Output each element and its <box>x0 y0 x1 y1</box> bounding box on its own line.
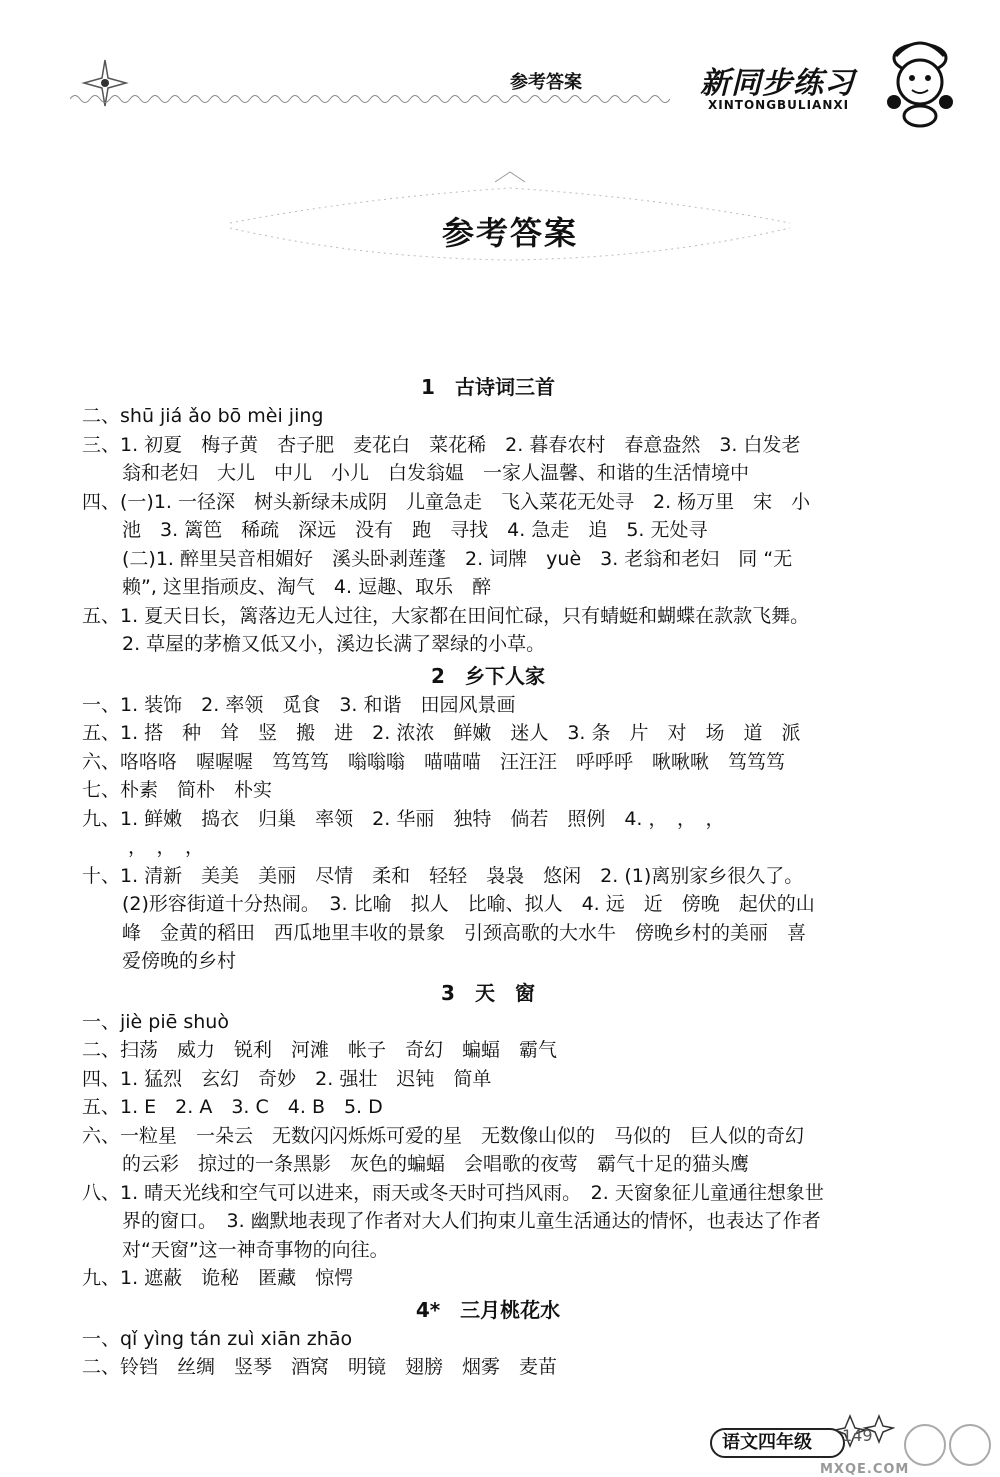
section-title: 2 乡下人家 <box>431 663 545 688</box>
answer-line: 的云彩 掠过的一条黑影 灰色的蝙蝠 会唱歌的夜莺 霸气十足的猫头鹰 <box>122 1153 750 1175</box>
answer-line: 三、1. 初夏 梅子黄 杏子肥 麦花白 菜花稀 2. 暮春农村 春意盎然 3. 白发老 <box>82 433 801 456</box>
answer-content <box>82 370 894 1382</box>
answer-line: 一、1. 装饰 2. 率领 觅食 3. 和谐 田园风景画 <box>82 693 516 716</box>
answer-line: 界的窗口。 3. 幽默地表现了作者对大人们拘束儿童生活通达的情怀，也表达了作者 <box>122 1210 821 1232</box>
answer-line: 七、朴素 简朴 朴实 <box>82 779 273 801</box>
header-wave-divider <box>70 92 670 106</box>
brand-logo-subtext: XINTONGBULIANXI <box>708 98 850 112</box>
answer-line: 一、qǐ yìng tán zuì xiān zhāo <box>82 1327 353 1350</box>
answer-line: 对“天窗”这一神奇事物的向往。 <box>122 1238 389 1261</box>
answer-line: 四、1. 猛烈 玄幻 奇妙 2. 强壮 迟钝 简单 <box>82 1067 492 1090</box>
answer-line: 五、1. 搭 种 耸 竖 搬 进 2. 浓浓 鲜嫩 迷人 3. 条 片 对 场 道 派 <box>82 722 801 744</box>
answer-line: 爱傍晚的乡村 <box>122 950 237 972</box>
header-section-title: 参考答案 <box>510 72 582 93</box>
brand-logo-text: 新同步练习 <box>700 66 855 101</box>
answer-line: 2. 草屋的茅檐又低又小，溪边长满了翠绿的小草。 <box>122 633 546 655</box>
page-number: 149 <box>842 1426 873 1445</box>
watermark-text: MXQE.COM <box>820 1462 910 1477</box>
answer-line: 峰 金黄的稻田 西瓜地里丰收的景象 引颈高歌的大水牛 傍晚乡村的美丽 喜 <box>122 921 807 944</box>
answer-line: 四、(一)1. 一径深 树头新绿未成阴 儿童急走 飞入菜花无处寻 2. 杨万里 宋 小 <box>82 490 811 513</box>
answer-line: 六、咯咯咯 喔喔喔 笃笃笃 嗡嗡嗡 喵喵喵 汪汪汪 呼呼呼 啾啾啾 笃笃笃 <box>82 750 786 773</box>
section-title: 3 天 窗 <box>441 980 535 1005</box>
main-title-block <box>210 168 810 268</box>
answer-line: 赖”, 这里指顽皮、淘气 4. 逗趣、取乐 醉 <box>122 576 492 598</box>
answer-line: 十、1. 清新 美美 美丽 尽情 柔和 轻轻 袅袅 悠闲 2. (1)离别家乡很久了。 <box>82 864 804 887</box>
page-footer <box>700 1420 1000 1477</box>
answer-line: 翁和老妇 大儿 中儿 小儿 白发翁媪 一家人温馨、和谐的生活情境中 <box>122 462 750 484</box>
section-title: 4* 三月桃花水 <box>415 1297 561 1322</box>
answer-line: (2)形容街道十分热闹。 3. 比喻 拟人 比喻、拟人 4. 远 近 傍晚 起伏的山 <box>122 893 815 915</box>
page-header <box>0 0 1000 140</box>
answer-line: 五、1. 夏天日长，篱落边无人过往，大家都在田间忙碌，只有蜻蜓和蝴蝶在款款飞舞。 <box>82 604 810 627</box>
answer-line: 五、1. E 2. A 3. C 4. B 5. D <box>82 1096 383 1118</box>
answer-line: 一、jiè piē shuò <box>82 1010 229 1033</box>
grade-label: 语文四年级 <box>710 1428 845 1458</box>
answer-line: 九、1. 遮蔽 诡秘 匿藏 惊愕 <box>82 1267 354 1289</box>
answer-line: 八、1. 晴天光线和空气可以进来，雨天或冬天时可挡风雨。 2. 天窗象征儿童通往想象世 <box>82 1181 824 1204</box>
answer-line: 六、一粒星 一朵云 无数闪闪烁烁可爱的星 无数像山似的 马似的 巨人似的奇幻 <box>82 1124 805 1147</box>
answer-line: ， ， ， <box>128 836 205 858</box>
answer-line: 二、铃铛 丝绸 竖琴 酒窝 明镜 翅膀 烟雾 麦苗 <box>82 1356 558 1378</box>
mascot-icon <box>880 30 960 130</box>
answer-line: 池 3. 篱笆 稀疏 深远 没有 跑 寻找 4. 急走 追 5. 无处寻 <box>122 519 708 541</box>
answer-line: 二、扫荡 威力 锐利 河滩 帐子 奇幻 蝙蝠 霸气 <box>82 1039 558 1061</box>
section-title: 1 古诗词三首 <box>421 375 555 399</box>
answer-line: 二、shū jiá ǎo bō mèi jing <box>82 405 324 427</box>
answer-line: 九、1. 鲜嫩 捣衣 归巢 率领 2. 华丽 独特 倘若 照例 4. ， ， ， <box>82 807 725 830</box>
page-title: 参考答案 <box>441 214 578 252</box>
answer-line: (二)1. 醉里吴音相媚好 溪头卧剥莲蓬 2. 词牌 yuè 3. 老翁和老妇 同 “无 <box>122 547 793 570</box>
watermark-logo-icon <box>895 1420 1000 1475</box>
